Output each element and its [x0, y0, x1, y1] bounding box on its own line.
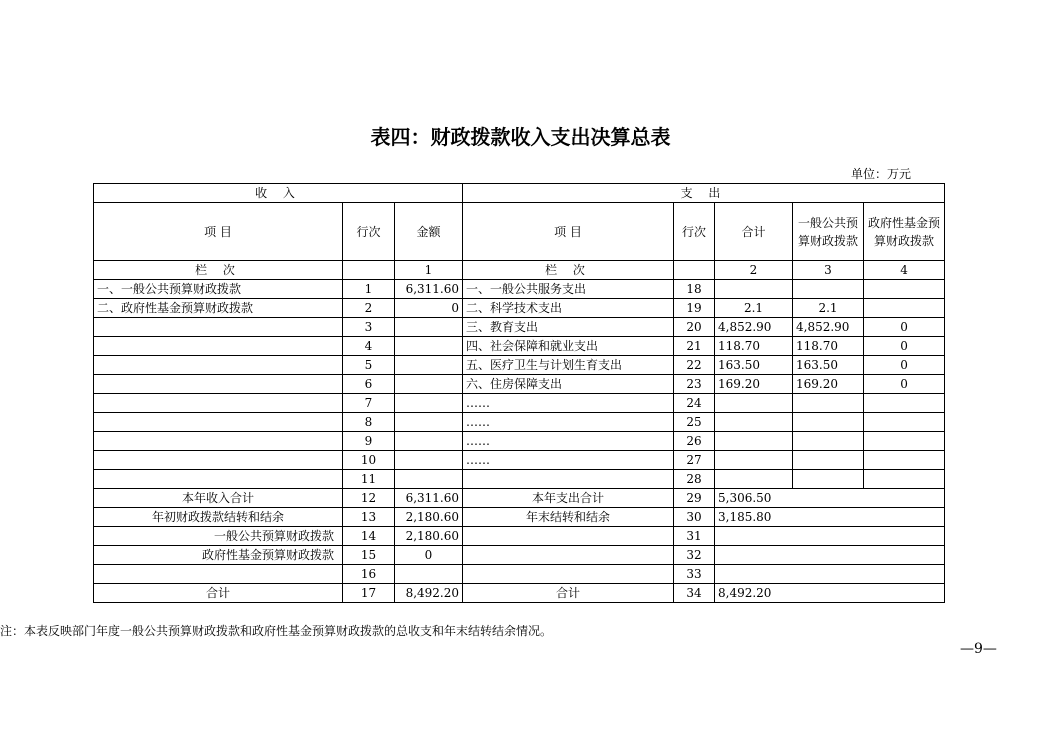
- income-line-number: 11: [343, 470, 395, 489]
- income-amount: 0: [395, 299, 463, 318]
- expense-total: 4,852.90: [715, 318, 793, 337]
- income-summary-item: 本年收入合计: [94, 489, 343, 508]
- expense-line-number: 34: [674, 584, 715, 603]
- expense-summary-item: 合计: [463, 584, 674, 603]
- expense-line-number: 27: [674, 451, 715, 470]
- general-budget-amount: [793, 280, 864, 299]
- income-header: 收 入: [94, 184, 463, 203]
- gov-fund-amount: 0: [864, 375, 945, 394]
- empty-cell: [343, 261, 395, 280]
- expense-line-number: 29: [674, 489, 715, 508]
- expense-total: [715, 394, 793, 413]
- expense-summary-amount: [715, 565, 945, 584]
- expense-line-header: 行次: [674, 203, 715, 261]
- gov-fund-amount: [864, 280, 945, 299]
- income-amount: [395, 318, 463, 337]
- gov-fund-amount: 0: [864, 318, 945, 337]
- unit-label: 单位：万元: [851, 167, 912, 181]
- expense-summary-amount: 5,306.50: [715, 489, 945, 508]
- gov-fund-amount: [864, 413, 945, 432]
- income-amount: [395, 375, 463, 394]
- expense-line-number: 25: [674, 413, 715, 432]
- expense-column-label: 栏 次: [463, 261, 674, 280]
- expense-item: 四、社会保障和就业支出: [463, 337, 674, 356]
- expense-item: 六、住房保障支出: [463, 375, 674, 394]
- income-summary-item: 政府性基金预算财政拨款: [94, 546, 343, 565]
- expense-line-number: 32: [674, 546, 715, 565]
- table-row: [94, 356, 945, 375]
- gov-fund-amount: [864, 299, 945, 318]
- income-item: [94, 394, 343, 413]
- table-row: [94, 318, 945, 337]
- income-amount-header: 金额: [395, 203, 463, 261]
- income-line-number: 8: [343, 413, 395, 432]
- income-item: [94, 413, 343, 432]
- income-amount: 0: [395, 546, 463, 565]
- expense-line-number: 28: [674, 470, 715, 489]
- income-line-number: 2: [343, 299, 395, 318]
- expense-summary-amount: 3,185.80: [715, 508, 945, 527]
- expense-item: 三、教育支出: [463, 318, 674, 337]
- income-line-number: 9: [343, 432, 395, 451]
- expense-total: [715, 413, 793, 432]
- expense-item: ……: [463, 413, 674, 432]
- expense-total: [715, 432, 793, 451]
- empty-cell: [94, 470, 343, 489]
- expense-line-number: 24: [674, 394, 715, 413]
- summary-row: [94, 489, 945, 508]
- expense-item: 一、一般公共服务支出: [463, 280, 674, 299]
- page-title: 表四：财政拨款收入支出决算总表: [370, 125, 671, 149]
- empty-cell: [674, 261, 715, 280]
- income-summary-item: 一般公共预算财政拨款: [94, 527, 343, 546]
- income-summary-item: 合计: [94, 584, 343, 603]
- col2-number: 2: [715, 261, 793, 280]
- income-line-number: 10: [343, 451, 395, 470]
- income-amount: [395, 337, 463, 356]
- income-amount: 6,311.60: [395, 489, 463, 508]
- expense-summary-item: [463, 527, 674, 546]
- expense-item: 五、医疗卫生与计划生育支出: [463, 356, 674, 375]
- income-line-number: 6: [343, 375, 395, 394]
- general-budget-amount: [793, 432, 864, 451]
- header-row-2: [94, 203, 945, 261]
- income-line-number: 16: [343, 565, 395, 584]
- income-amount: [395, 451, 463, 470]
- income-item: [94, 318, 343, 337]
- income-amount: [395, 565, 463, 584]
- expense-line-number: 19: [674, 299, 715, 318]
- expense-total: 163.50: [715, 356, 793, 375]
- summary-rows: [94, 489, 945, 603]
- income-item: [94, 432, 343, 451]
- expense-summary-item: [463, 546, 674, 565]
- footnote: 注：本表反映部门年度一般公共预算财政拨款和政府性基金预算财政拨款的总收支和年末结转结余情况。: [0, 624, 553, 638]
- empty-cell: [793, 470, 864, 489]
- gov-fund-amount: [864, 394, 945, 413]
- general-budget-amount: 163.50: [793, 356, 864, 375]
- empty-cell: [463, 470, 674, 489]
- income-summary-item: [94, 565, 343, 584]
- income-amount: [395, 432, 463, 451]
- expense-summary-amount: [715, 527, 945, 546]
- expense-item-header: 项 目: [463, 203, 674, 261]
- expense-summary-item: 年末结转和结余: [463, 508, 674, 527]
- table-row: [94, 337, 945, 356]
- expense-summary-amount: 8,492.20: [715, 584, 945, 603]
- income-amount: 6,311.60: [395, 280, 463, 299]
- income-line-number: 15: [343, 546, 395, 565]
- income-item: 一、一般公共预算财政拨款: [94, 280, 343, 299]
- empty-cell: [395, 470, 463, 489]
- column-number-row: [94, 261, 945, 280]
- summary-row: [94, 546, 945, 565]
- expense-line-number: 26: [674, 432, 715, 451]
- income-item: [94, 451, 343, 470]
- expense-total-header: 合计: [715, 203, 793, 261]
- table-row: [94, 299, 945, 318]
- income-amount: [395, 356, 463, 375]
- expense-summary-item: [463, 565, 674, 584]
- income-line-number: 17: [343, 584, 395, 603]
- general-budget-amount: 4,852.90: [793, 318, 864, 337]
- page-number: —9—: [960, 641, 997, 657]
- income-line-number: 7: [343, 394, 395, 413]
- general-budget-amount: 118.70: [793, 337, 864, 356]
- col4-number: 4: [864, 261, 945, 280]
- expense-line-number: 33: [674, 565, 715, 584]
- budget-table: [93, 183, 945, 603]
- expense-total: [715, 280, 793, 299]
- income-item: [94, 356, 343, 375]
- table-row: [94, 470, 945, 489]
- income-amount: [395, 413, 463, 432]
- expense-total: 2.1: [715, 299, 793, 318]
- gov-fund-amount: [864, 451, 945, 470]
- col1-number: 1: [395, 261, 463, 280]
- income-amount: 2,180.60: [395, 527, 463, 546]
- general-budget-header: 一般公共预算财政拨款: [793, 203, 864, 261]
- general-budget-amount: [793, 394, 864, 413]
- summary-row: [94, 527, 945, 546]
- expense-line-number: 21: [674, 337, 715, 356]
- expense-item: 二、科学技术支出: [463, 299, 674, 318]
- expense-line-number: 22: [674, 356, 715, 375]
- general-budget-amount: [793, 413, 864, 432]
- income-amount: [395, 394, 463, 413]
- expense-header: 支 出: [463, 184, 945, 203]
- expense-total: 118.70: [715, 337, 793, 356]
- table-row: [94, 280, 945, 299]
- expense-summary-item: 本年支出合计: [463, 489, 674, 508]
- expense-line-number: 30: [674, 508, 715, 527]
- expense-summary-amount: [715, 546, 945, 565]
- gov-fund-header: 政府性基金预算财政拨款: [864, 203, 945, 261]
- income-column-label: 栏 次: [94, 261, 343, 280]
- income-line-number: 3: [343, 318, 395, 337]
- table-row: [94, 394, 945, 413]
- summary-row: [94, 508, 945, 527]
- expense-item: ……: [463, 451, 674, 470]
- expense-item: ……: [463, 394, 674, 413]
- income-amount: 2,180.60: [395, 508, 463, 527]
- income-line-number: 5: [343, 356, 395, 375]
- empty-cell: [715, 470, 793, 489]
- income-line-number: 12: [343, 489, 395, 508]
- income-line-number: 4: [343, 337, 395, 356]
- detail-rows: [94, 280, 945, 470]
- income-item: [94, 375, 343, 394]
- income-summary-item: 年初财政拨款结转和结余: [94, 508, 343, 527]
- income-line-number: 14: [343, 527, 395, 546]
- general-budget-amount: 2.1: [793, 299, 864, 318]
- income-line-header: 行次: [343, 203, 395, 261]
- summary-row: [94, 565, 945, 584]
- expense-line-number: 31: [674, 527, 715, 546]
- income-item: 二、政府性基金预算财政拨款: [94, 299, 343, 318]
- expense-line-number: 23: [674, 375, 715, 394]
- table-row: [94, 451, 945, 470]
- summary-row: [94, 584, 945, 603]
- income-line-number: 13: [343, 508, 395, 527]
- expense-line-number: 18: [674, 280, 715, 299]
- expense-total: [715, 451, 793, 470]
- income-item-header: 项 目: [94, 203, 343, 261]
- expense-item: ……: [463, 432, 674, 451]
- income-amount: 8,492.20: [395, 584, 463, 603]
- header-row-1: [94, 184, 945, 203]
- gov-fund-amount: 0: [864, 337, 945, 356]
- general-budget-amount: 169.20: [793, 375, 864, 394]
- income-line-number: 1: [343, 280, 395, 299]
- expense-total: 169.20: [715, 375, 793, 394]
- table-row: [94, 375, 945, 394]
- expense-line-number: 20: [674, 318, 715, 337]
- gov-fund-amount: 0: [864, 356, 945, 375]
- table-row: [94, 413, 945, 432]
- empty-cell: [864, 470, 945, 489]
- income-item: [94, 337, 343, 356]
- general-budget-amount: [793, 451, 864, 470]
- col3-number: 3: [793, 261, 864, 280]
- gov-fund-amount: [864, 432, 945, 451]
- table-row: [94, 432, 945, 451]
